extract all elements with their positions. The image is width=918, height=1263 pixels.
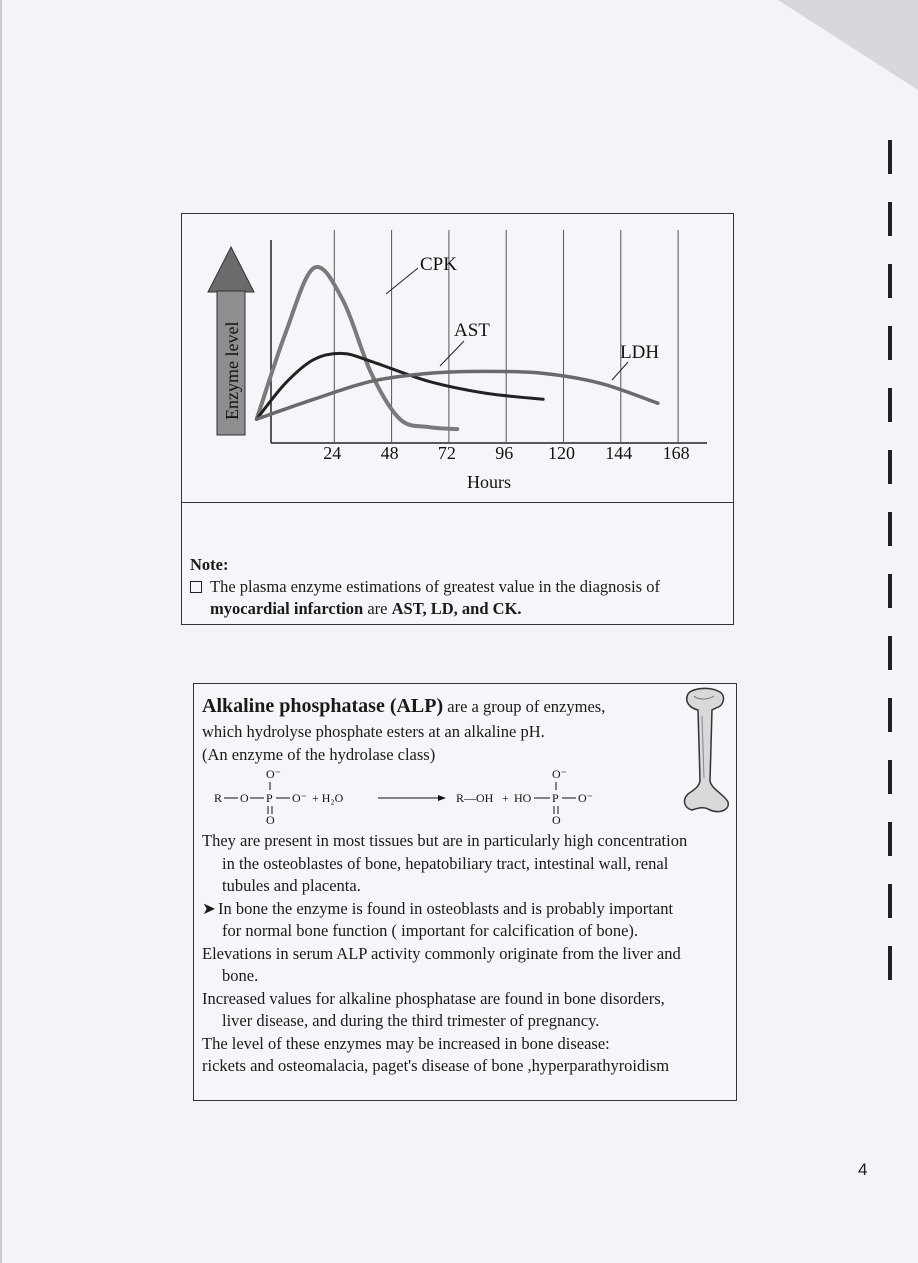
x-tick-label: 168 <box>662 443 690 463</box>
eq-p1: P <box>266 791 273 805</box>
x-tick-label: 120 <box>548 443 575 463</box>
leader-ldh <box>612 362 628 380</box>
alp-para-4-line-1: Increased values for alkaline phosphatase are found in bone disorders, <box>202 988 665 1008</box>
eq-plus: + <box>502 791 509 805</box>
alp-para-1-line-1: They are present in most tissues but are in particularly high concentration <box>202 831 688 850</box>
x-axis-title: Hours <box>467 472 511 492</box>
alp-panel <box>193 683 737 1101</box>
leader-cpk <box>386 268 418 294</box>
alp-para-4-line-2: liver disease, and during the third trimester of pregnancy. <box>222 1011 600 1030</box>
alp-line-3: (An enzyme of the hydrolase class) <box>202 744 436 764</box>
eq-ominus-top1: O⁻ <box>266 768 281 781</box>
alp-heading <box>202 692 732 721</box>
note-bullet <box>190 576 730 598</box>
series-label-ldh: LDH <box>620 342 660 363</box>
alp-heading-rest: are a group of enzymes, <box>443 697 606 716</box>
x-tick-label: 72 <box>437 443 456 463</box>
x-tick-label: 96 <box>495 443 514 463</box>
alp-para-2 <box>202 898 732 943</box>
leader-ast <box>440 341 464 366</box>
alp-para-3-line-2: bone. <box>222 966 259 985</box>
eq-plus-water: + H₂O <box>312 791 344 805</box>
y-axis-label: Enzyme level <box>222 321 242 420</box>
note-bold-1: myocardial infarction <box>210 599 364 618</box>
eq-ominus-right2: O⁻ <box>578 791 593 805</box>
eq-ominus-right1: O⁻ <box>292 791 307 805</box>
note-line-1: The plasma enzyme estimations of greatest value in the diagnosis of <box>210 577 660 596</box>
series-ast-line <box>257 353 544 419</box>
arrow-bullet-icon: ➤ <box>202 898 216 918</box>
alp-para-1 <box>202 830 732 898</box>
alp-para-3-line-1: Elevations in serum ALP activity commonly originate from the liver and <box>202 943 681 963</box>
alp-para-1-line-3: tubules and placenta. <box>222 876 361 895</box>
note-mid: are <box>363 599 392 618</box>
x-tick-label: 48 <box>380 443 399 463</box>
note-bold-2: AST, LD, and CK. <box>391 599 522 618</box>
note-title: Note: <box>190 555 229 574</box>
alp-para-4 <box>202 988 732 1033</box>
page-corner <box>778 0 918 90</box>
note-line-2 <box>190 598 730 620</box>
alp-para-2-line-2: for normal bone function ( important for calcification of bone). <box>222 921 639 940</box>
alp-para-1-line-2: in the osteoblastes of bone, hepatobiliary tract, intestinal wall, renal <box>222 853 669 873</box>
alp-para-6: rickets and osteomalacia, paget's disease of bone ,hyperparathyroidism <box>202 1056 670 1075</box>
eq-o-bottom1: O <box>266 813 275 826</box>
alp-para-3 <box>202 943 732 988</box>
series-cpk-line <box>257 267 458 429</box>
enzyme-chart-panel <box>181 213 734 625</box>
series-ldh-line <box>257 371 658 419</box>
x-tick-label: 24 <box>323 443 342 463</box>
enzyme-chart <box>182 214 735 504</box>
alp-heading-bold: Alkaline phosphatase (ALP) <box>202 695 444 717</box>
alp-line-2: which hydrolyse phosphate esters at an alkaline pH. <box>202 722 545 741</box>
eq-ominus-top2: O⁻ <box>552 768 567 781</box>
eq-r: R <box>214 791 223 805</box>
eq-roh: R—OH <box>456 791 494 805</box>
alp-para-2-line-1: In bone the enzyme is found in osteoblasts and is probably important <box>218 898 674 918</box>
page-number: 4 <box>858 1160 868 1179</box>
series-label-ast: AST <box>454 320 490 341</box>
hydrolysis-equation <box>202 768 642 826</box>
series-label-cpk: CPK <box>420 254 457 275</box>
page-edge <box>0 0 2 1263</box>
binding-marks <box>888 140 908 1040</box>
eq-ho: HO <box>514 791 532 805</box>
note-block <box>190 554 730 620</box>
checkbox-bullet-icon <box>190 581 202 593</box>
panel-divider <box>182 502 733 503</box>
alp-para-5: The level of these enzymes may be increased in bone disease: <box>202 1033 610 1053</box>
eq-p2: P <box>552 791 559 805</box>
eq-o-bottom2: O <box>552 813 561 826</box>
x-tick-label: 144 <box>605 443 633 463</box>
eq-o1: O <box>240 791 249 805</box>
